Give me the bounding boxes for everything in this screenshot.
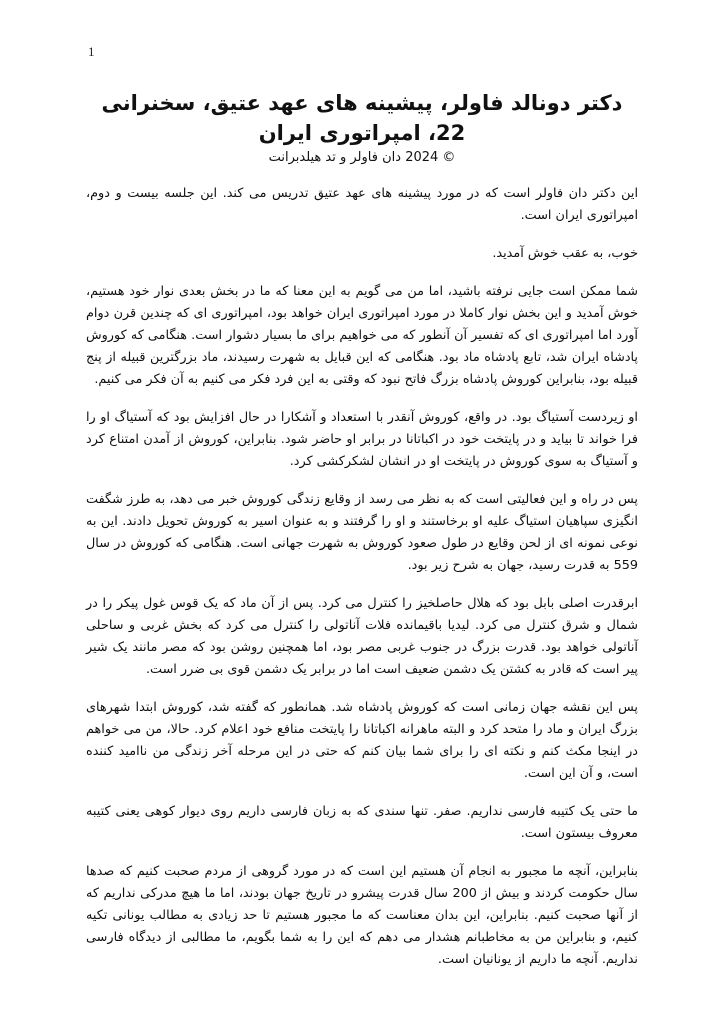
- paragraph: بنابراین، آنچه ما مجبور به انجام آن هستیم این است که در مورد گروهی از مردم صحبت کنیم که صدها سال حکومت کردند و بیش از 200 سال قدرت پیشرو در تاریخ جهان بودند، اما ما هیچ مدرکی نداریم که از آنها صحبت کنیم. بنابراین، این بدان معناست که ما مجبور هستیم تا حد زیادی به مطالب یونانی تکیه کنیم، و بنابراین من به مخاطبانم هشدار می دهم که این را به شما بگویم، ما مطالبی از دیدگاه فارسی نداریم. آنچه ما داریم از یونانیان است.: [86, 864, 639, 967]
- paragraph-intro: این دکتر دان فاولر است که در مورد پیشینه های عهد عتیق تدریس می کند. این جلسه بیست و دوم، امپراتوری ایران است.: [86, 186, 638, 223]
- paragraph-welcome: خوب، به عقب خوش آمدید.: [492, 246, 638, 261]
- paragraph: ابرقدرت اصلی بابل بود که هلال حاصلخیز را کنترل می کرد. پس از آن ماد که یک قوس غول پیکر را در شمال و شرق کنترل می کرد. لیدیا باقیمانده فلات آناتولی را کنترل می کرد که بخش غربی و ساحلی آناتولی خواهد بود. قدرت بزرگ در جنوب غربی مصر بود، اما همچنین روشن بود که مصر مانند یک شیر پیر است که قادر به کشتن یک دشمن ضعیف است اما در برابر یک دشمن قوی بی ضرر است.: [86, 596, 638, 677]
- document-title: دکتر دونالد فاولر، پیشینه های عهد عتیق، سخنرانی 22، امپراتوری ایران: [101, 91, 623, 145]
- paragraph: پس در راه و این فعالیتی است که به نظر می رسد از وقایع زندگی کوروش خبر می دهد، به طرز شگفت انگیزی سپاهیان استیاگ علیه او برخاستند و او را گرفتند و به عنوان اسیر به کوروش تحویل دادند. این به نوعی نمونه ای از لحن وقایع در طول صعود کوروش به شهرت جهانی است. هنگامی که کوروش در سال 559 به قدرت رسید، جهان به شرح زیر بود.: [86, 492, 638, 573]
- paragraph: شما ممکن است جایی نرفته باشید، اما من می گویم به این معنا که ما در بخش بعدی نوار خود هستیم، خوش آمدید و این بخش نوار کاملا در مورد امپراتوری ایران خواهد بود، امپراتوری ای که چندین قرن دوام آورد اما امپراتوری ای که تفسیر آن آنطور که می خواهیم برای ما بسیار دشوار است. هنگامی که کوروش پادشاه ایران شد، تابع پادشاه ماد بود. هنگامی که این قبایل به شهرت رسیدند، ماد بزرگترین قبیله از پنج قبیله بود، بنابراین کوروش پادشاه بزرگ فاتح نبود که وقتی به این فرد فکر می کنیم به آن فکر می کنیم.: [86, 284, 638, 387]
- paragraph: ما حتی یک کتیبه فارسی نداریم. صفر. تنها سندی که به زبان فارسی داریم روی دیوار کوهی یعنی کتیبه معروف بیستون است.: [86, 804, 638, 841]
- copyright-line: © 2024 دان فاولر و تد هیلدبرانت: [268, 150, 456, 165]
- document-body: [86, 88, 638, 987]
- paragraph: پس این نقشه جهان زمانی است که کوروش پادشاه شد. همانطور که گفته شد، کوروش ابتدا شهرهای بزرگ ایران و ماد را متحد کرد و البته ماهرانه اکباتانا را پایتخت منافع خود اعلام کرد. حالا، من می خواهم در اینجا مکث کنم و نکته ای را برای شما بیان کنم که حتی در این مرحله آخر زندگی من ناامید کننده است، و آن این است.: [86, 700, 638, 781]
- paragraph: او زیردست آستیاگ بود. در واقع، کوروش آنقدر با استعداد و آشکارا در حال افزایش بود که آستیاگ او را فرا خواند تا بیاید و در پایتخت خود در اکباتانا در برابر او حاضر شود. بنابراین، کوروش از آمدن امتناع کرد و آستیاگ به سوی کوروش در پایتخت او در انشان لشکرکشی کرد.: [86, 410, 638, 469]
- page-number: 1: [88, 44, 95, 59]
